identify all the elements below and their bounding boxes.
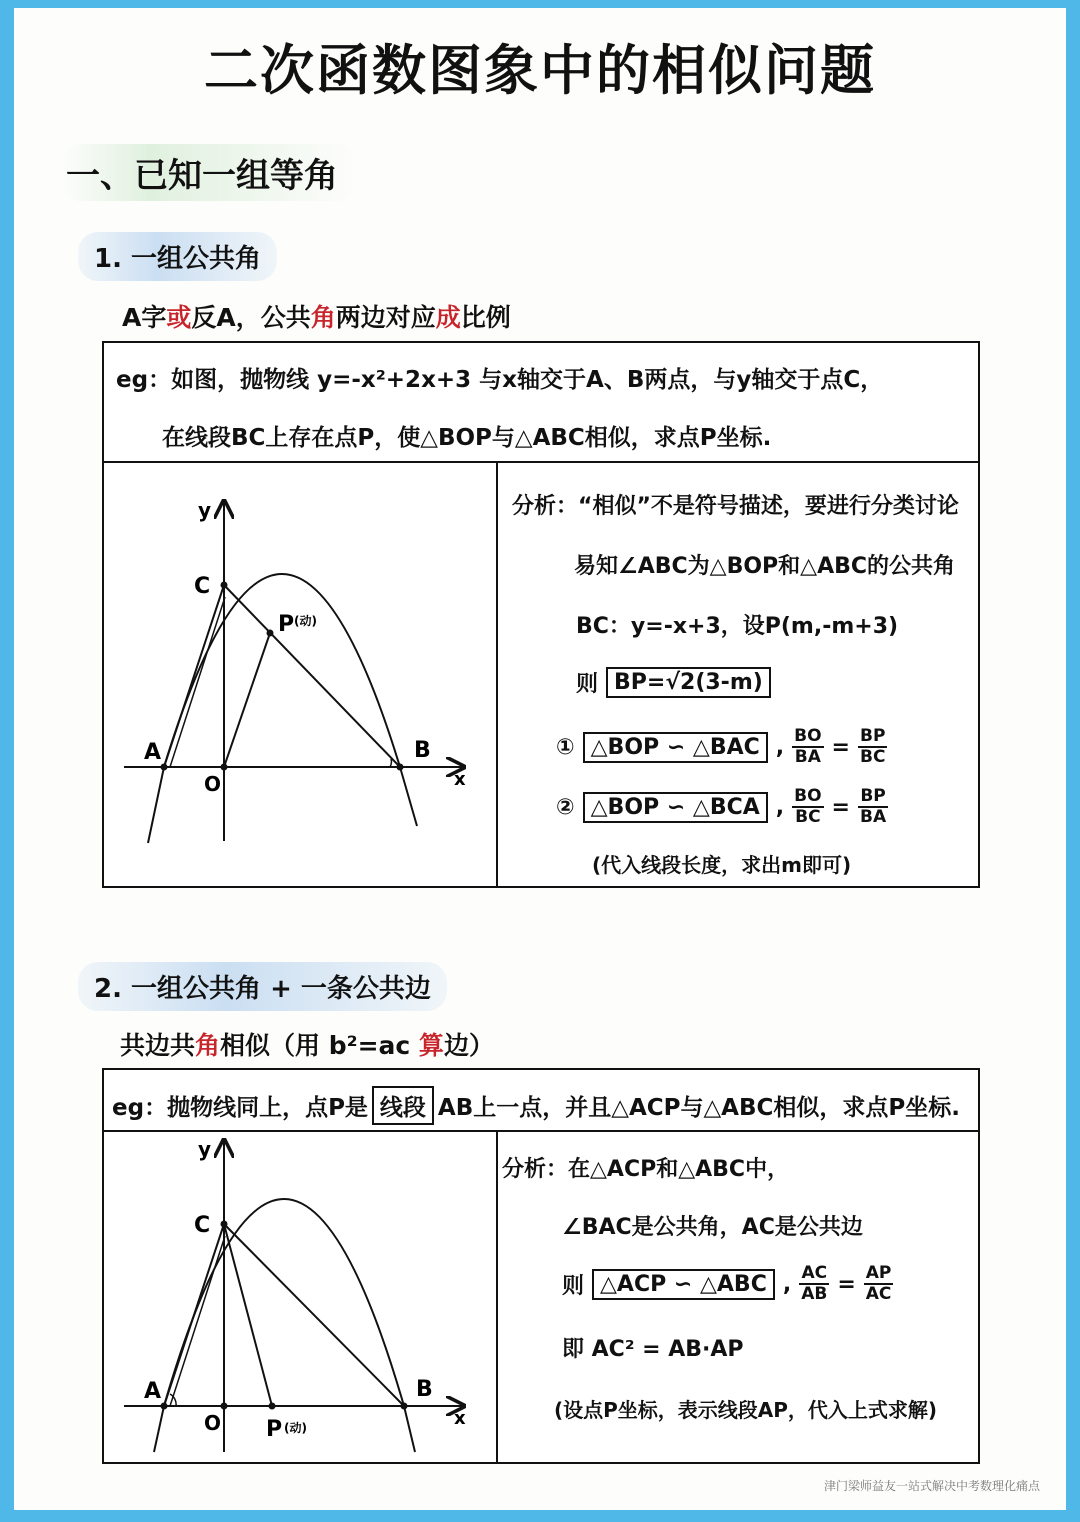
example-box-2 [102, 1068, 980, 1464]
point-C [221, 1221, 228, 1228]
boxed-keyword: 线段 [372, 1086, 434, 1125]
fraction: $\frac{BP}{BC}$ [859, 726, 886, 767]
boxed-formula: BP=√2(3-m) [606, 667, 771, 698]
parabola-figure-1 [104, 463, 494, 883]
point-A [161, 764, 168, 771]
analysis-prefix: 则 [576, 672, 599, 697]
tip-text: 边） [443, 1031, 494, 1060]
tip-text: 相似（用 b²=ac [220, 1031, 419, 1060]
comma: , [775, 734, 785, 760]
label-A: A [144, 740, 162, 765]
tip-highlight: 算 [418, 1031, 444, 1060]
case-marker: ② [556, 794, 575, 820]
tip-text: 共边共 [120, 1031, 196, 1060]
label-P: P [266, 1417, 283, 1442]
tip-text: 反A，公共 [191, 303, 311, 332]
question-text: eg：抛物线同上，点P是 [112, 1095, 368, 1121]
case-1-row [556, 727, 887, 767]
label-C: C [194, 1213, 211, 1238]
segment-OP [224, 633, 270, 767]
example-box-1 [102, 341, 980, 888]
fraction: $\frac{BO}{BA}$ [794, 726, 822, 767]
label-B: B [414, 738, 431, 763]
section-heading: 一、已知一组等角 [62, 144, 356, 201]
analysis-line [562, 1264, 893, 1304]
watermark-footer: 津门梁师益友一站式解决中考数理化痛点 [823, 1479, 1040, 1493]
question-text: AB上一点，并且△ACP与△ABC相似，求点P坐标. [437, 1095, 960, 1121]
point-P [269, 1403, 276, 1410]
analysis-line [576, 667, 771, 698]
label-O: O [204, 1411, 222, 1435]
label-moving: (动) [294, 614, 317, 628]
analysis-line: 分析：在△ACP和△ABC中， [502, 1157, 790, 1182]
point-C [221, 582, 228, 589]
segment-AC-double [170, 597, 225, 767]
analysis-line: ∠BAC是公共角，AC是公共边 [562, 1215, 863, 1240]
divider [496, 1130, 498, 1462]
point-B [397, 764, 404, 771]
boxed-similarity: △ACP ∽ △ABC [592, 1269, 775, 1300]
angle-mark-B [390, 759, 391, 767]
label-y: y [198, 1137, 212, 1161]
parabola-figure-2 [104, 1132, 494, 1460]
analysis-line: 即 AC² = AB·AP [562, 1337, 744, 1362]
analysis-note: (代入线段长度，求出m即可) [592, 853, 852, 877]
point-A [161, 1403, 168, 1410]
analysis-line: BC：y=-x+3，设P(m,-m+3) [576, 614, 899, 639]
segment-CB [224, 1224, 404, 1406]
label-y: y [198, 498, 212, 522]
label-x: x [454, 769, 466, 790]
segment-AC [164, 1224, 224, 1406]
tip-text: 比例 [460, 303, 511, 332]
boxed-similarity: △BOP ∽ △BCA [583, 792, 768, 823]
worksheet-page [14, 8, 1066, 1510]
segment-AC-double [170, 1236, 225, 1406]
label-C: C [194, 574, 211, 599]
equals: = [837, 1271, 856, 1297]
comma: , [775, 794, 785, 820]
segment-CB [224, 585, 400, 767]
label-O: O [204, 772, 222, 796]
subsection-heading-1: 1. 一组公共角 [78, 232, 277, 281]
analysis-note: (设点P坐标，表示线段AP，代入上式求解) [554, 1398, 938, 1422]
label-A: A [144, 1379, 162, 1404]
label-x: x [454, 1408, 466, 1429]
tip-highlight: 角 [310, 303, 336, 332]
fraction: $\frac{BP}{BA}$ [859, 786, 887, 827]
label-B: B [416, 1377, 433, 1402]
point-O [221, 764, 228, 771]
point-P [267, 630, 274, 637]
tip-highlight: 或 [166, 303, 192, 332]
analysis-line: 易知∠ABC为△BOP和△ABC的公共角 [574, 554, 956, 579]
comma: , [782, 1271, 792, 1297]
label-P: P [278, 612, 295, 637]
fraction: $\frac{BO}{BC}$ [794, 786, 822, 827]
tip-1 [122, 298, 511, 334]
equals: = [831, 734, 850, 760]
question-line [112, 1086, 960, 1125]
page-title: 二次函数图象中的相似问题 [204, 39, 876, 102]
point-B [401, 1403, 408, 1410]
fraction: $\frac{AP}{AC}$ [865, 1263, 892, 1304]
segment-CP [224, 1224, 272, 1406]
fraction: $\frac{AC}{AB}$ [801, 1263, 828, 1304]
tip-text: A字 [122, 303, 167, 332]
label-moving: (动) [284, 1421, 307, 1435]
tip-highlight: 成 [435, 303, 461, 332]
point-O [221, 1403, 228, 1410]
analysis-prefix: 则 [562, 1273, 585, 1299]
case-2-row [556, 787, 888, 827]
tip-text: 两边对应 [335, 303, 436, 332]
case-marker: ① [556, 734, 575, 760]
question-line-2: 在线段BC上存在点P，使△BOP与△ABC相似，求点P坐标. [162, 425, 772, 451]
tip-2 [120, 1026, 494, 1062]
divider [496, 461, 498, 886]
segment-AC [164, 585, 224, 767]
equals: = [831, 794, 850, 820]
question-line-1: eg：如图，抛物线 y=-x²+2x+3 与x轴交于A、B两点，与y轴交于点C， [116, 367, 884, 393]
analysis-line: 分析：“相似”不是符号描述，要进行分类讨论 [512, 494, 959, 519]
tip-highlight: 角 [195, 1031, 221, 1060]
boxed-similarity: △BOP ∽ △BAC [583, 732, 768, 763]
subsection-heading-2: 2. 一组公共角 + 一条公共边 [78, 962, 447, 1011]
